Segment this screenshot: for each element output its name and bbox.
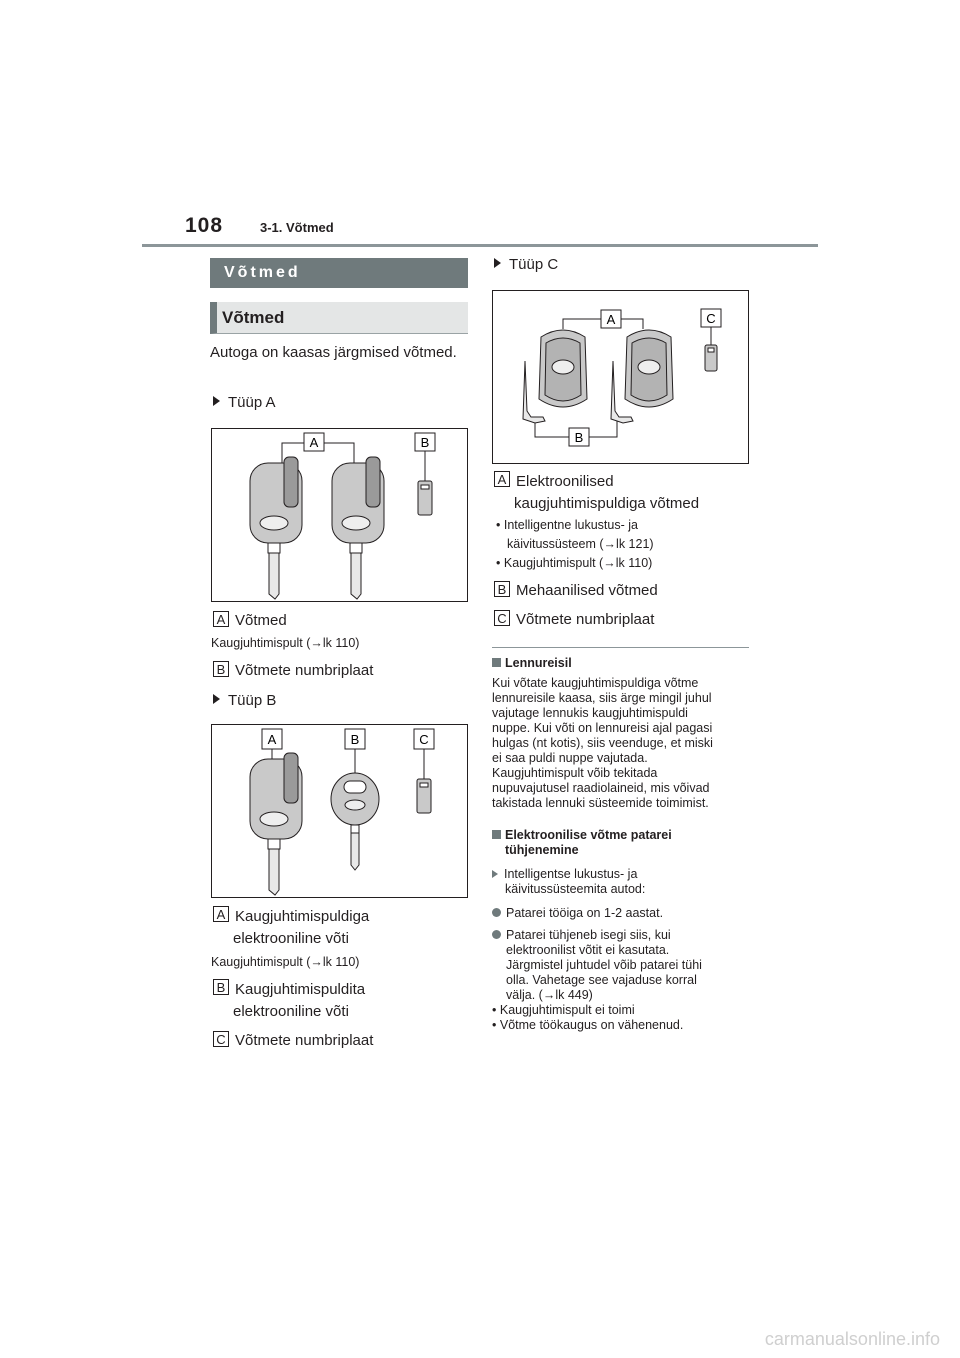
number-plate-icon [417,779,431,813]
square-bullet-icon [492,658,501,667]
letter-box-a: A [213,906,229,922]
page-number: 108 [185,214,224,237]
type-b-item-c: C Võtmete numbriplaat [213,1030,373,1052]
battery-condition: Intelligentse lukustus- ja käivitussüsteemita autod: [492,867,754,897]
type-c-item-a: A Elektroonilised kaugjuhtimispuldiga võtmed [494,471,749,515]
letter-box-b: B [213,979,229,995]
type-c-item-b: B Mehaanilised võtmed [494,580,658,602]
triangle-bullet-icon [213,396,220,406]
type-c-figure [492,290,749,464]
type-b-item-a-note: Kaugjuhtimispult (→lk 110) [211,955,360,969]
square-bullet-icon [492,830,501,839]
fig-label-c: C [706,311,716,326]
letter-box-b: B [494,581,510,597]
type-b-figure [211,724,468,898]
key-fob-icon [332,457,384,599]
type-b-heading [213,690,276,712]
number-plate-icon [418,481,432,515]
type-a-heading [213,392,276,414]
triangle-bullet-icon [492,870,498,878]
type-b-item-a: A Kaugjuhtimispuldiga elektrooniline võti [213,906,463,950]
battery-drain: Patarei tühjeneb isegi siis, kui elektroonilist võtit ei kasutata. Järgmistel juhtudel võib patarei tühi olla. Vahetage see vajaduse korral välja. (→lk 449) • Kaugjuhtimispult ei toimi • Võtme töökaugus on vähenenud. [492,928,702,1032]
fig-label-a: A [606,312,616,327]
number-plate-icon [705,345,717,371]
type-b-item-b: B Kaugjuhtimispuldita elektrooniline võti [213,979,463,1023]
key-fob-icon [250,457,302,599]
fig-label-b: B [350,732,360,747]
letter-box-b: B [213,661,229,677]
key-without-remote-icon [331,773,379,870]
notes-divider [492,647,749,648]
type-b-keys-illustration [212,725,467,897]
type-b-label: Tüüp B [228,692,277,709]
watermark: carmanualsonline.info [764,1329,940,1349]
letter-box-c: C [213,1031,229,1047]
section-title: Võtmed [210,258,468,288]
fig-label-a: A [267,732,277,747]
fig-label-b: B [574,430,584,445]
type-a-item-a-note: Kaugjuhtimispult (→lk 110) [211,636,360,650]
type-c-heading [494,254,558,276]
flight-note-body: Kui võtate kaugjuhtimispuldiga võtme lennureisile kaasa, siis ärge mingil juhul vajutage lennukis kaugjuhtimispuldi nuppe. Kui võti on lennureisi ajal pagasi hulgas (nt kotis), siis veenduge, et miski ei saa puldi nuppe vajutada. Kaugjuhtimispult võib tekitada nupuvajutusel raadiolaineid, mis võivad takistada lennuki süsteemide toimimist. [492,676,713,810]
fig-label-a: A [309,435,319,450]
triangle-bullet-icon [213,694,220,704]
fig-label-c: C [419,732,429,747]
smart-key-icon [611,330,673,423]
type-a-figure [211,428,468,602]
intro-text: Autoga on kaasas järgmised võtmed. [210,344,457,361]
chapter-title: 3-1. Võtmed [260,220,334,235]
circle-bullet-icon [492,930,501,939]
flight-note-title: Lennureisil [492,656,752,671]
battery-note-title: Elektroonilise võtme patarei tühjenemine [492,828,754,858]
letter-box-c: C [494,610,510,626]
triangle-bullet-icon [494,258,501,268]
type-a-item-a: A Võtmed [213,610,287,632]
type-a-keys-illustration [212,429,467,601]
subsection-title: Võtmed [210,302,468,334]
type-c-item-a-bullets: • Intelligentne lukustus- ja käivitussüsteem (→lk 121) • Kaugjuhtimispult (→lk 110) [496,518,654,570]
type-c-keys-illustration [493,291,748,463]
type-a-item-b: B Võtmete numbriplaat [213,660,373,682]
key-fob-icon [250,753,302,895]
circle-bullet-icon [492,908,501,917]
header-rule [142,244,818,247]
fig-label-b: B [420,435,430,450]
smart-key-icon [523,330,587,423]
type-c-label: Tüüp C [509,256,559,273]
type-a-label: Tüüp A [228,394,276,411]
letter-box-a: A [494,471,510,487]
battery-life: Patarei tööiga on 1-2 aastat. [492,906,754,921]
letter-box-a: A [213,611,229,627]
type-c-item-c: C Võtmete numbriplaat [494,609,654,631]
